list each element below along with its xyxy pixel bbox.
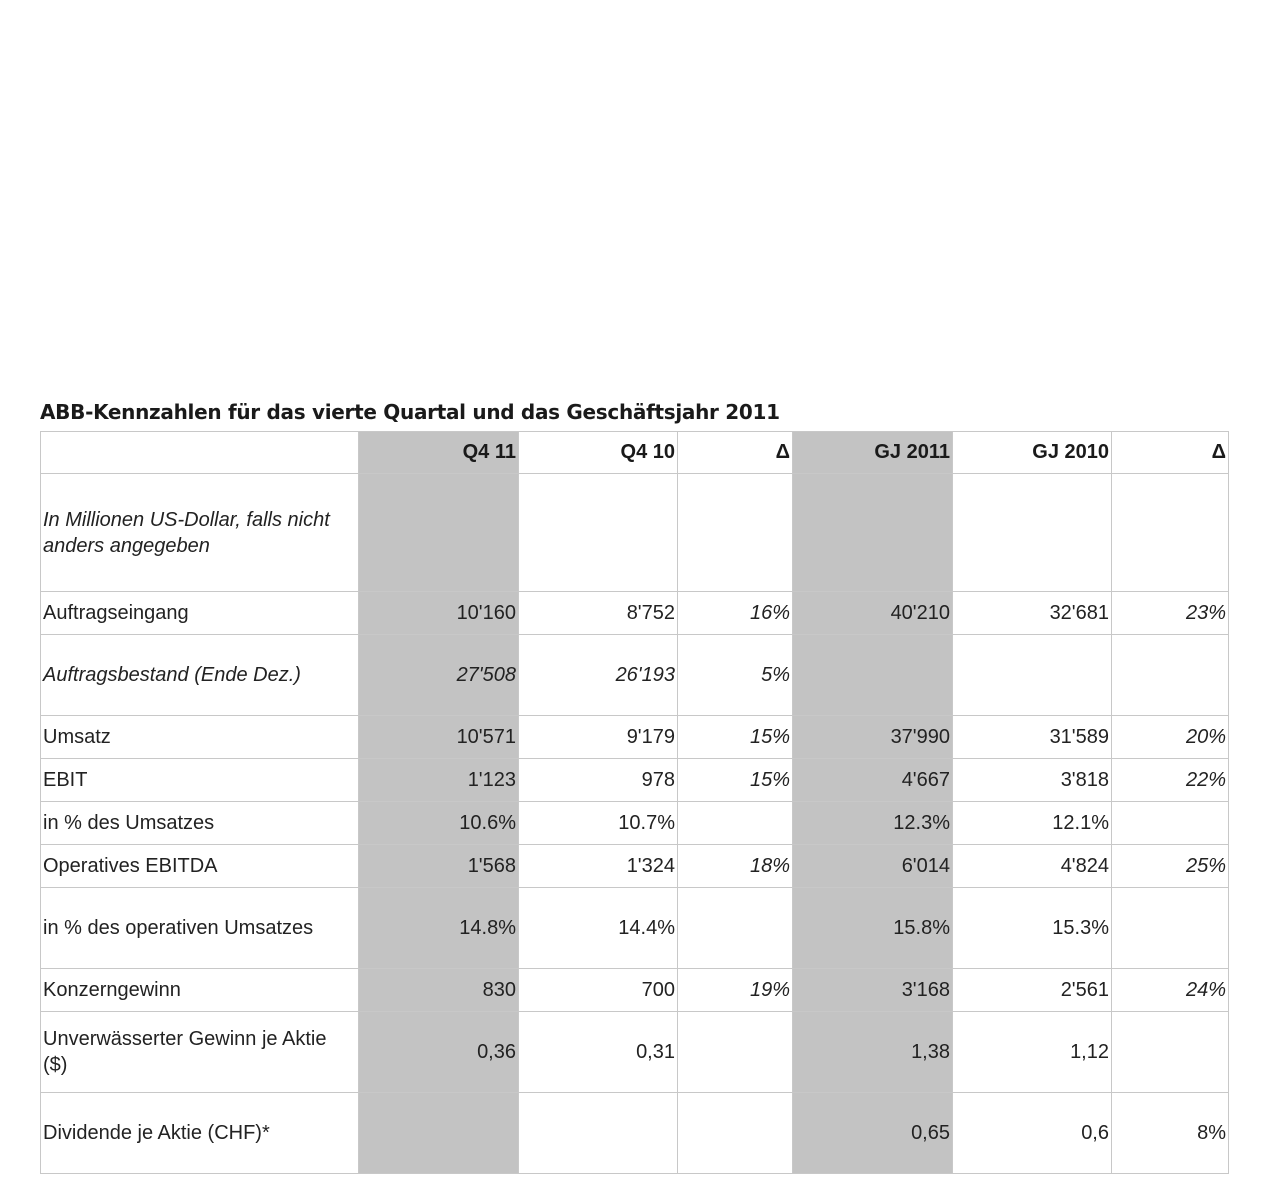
kpi-table xyxy=(40,431,1229,1174)
cell-gj-2011: 6'014 xyxy=(793,845,953,888)
units-note: In Millionen US-Dollar, falls nicht anders angegeben xyxy=(41,474,359,592)
row-label: Auftragsbestand (Ende Dez.) xyxy=(41,635,359,716)
cell-gj-2010 xyxy=(953,635,1112,716)
table-cell xyxy=(519,474,678,592)
header-label-cell xyxy=(41,432,359,474)
header-row xyxy=(41,432,1229,474)
cell-gj-2010: 12.1% xyxy=(953,802,1112,845)
table-title: ABB-Kennzahlen für das vierte Quartal und das Geschäftsjahr 2011 xyxy=(40,400,780,424)
cell-gj-2010: 32'681 xyxy=(953,592,1112,635)
cell-gj-2011: 0,65 xyxy=(793,1093,953,1174)
table-cell xyxy=(953,474,1112,592)
cell-q4-10: 978 xyxy=(519,759,678,802)
cell-q4-11 xyxy=(359,1093,519,1174)
cell-q4-10: 10.7% xyxy=(519,802,678,845)
cell-delta-year: 22% xyxy=(1112,759,1229,802)
cell-gj-2011: 12.3% xyxy=(793,802,953,845)
cell-gj-2011: 3'168 xyxy=(793,969,953,1012)
cell-q4-10: 26'193 xyxy=(519,635,678,716)
table-row-konzerngewinn xyxy=(41,969,1229,1012)
cell-delta-year: 20% xyxy=(1112,716,1229,759)
cell-gj-2011: 40'210 xyxy=(793,592,953,635)
cell-q4-11: 27'508 xyxy=(359,635,519,716)
row-label: Umsatz xyxy=(41,716,359,759)
header-q4-10: Q4 10 xyxy=(519,432,678,474)
cell-delta-year xyxy=(1112,635,1229,716)
cell-q4-11: 1'123 xyxy=(359,759,519,802)
row-label: Operatives EBITDA xyxy=(41,845,359,888)
cell-q4-10: 700 xyxy=(519,969,678,1012)
cell-gj-2011: 15.8% xyxy=(793,888,953,969)
cell-gj-2010: 1,12 xyxy=(953,1012,1112,1093)
table-row-operatives-ebitda xyxy=(41,845,1229,888)
cell-gj-2011: 37'990 xyxy=(793,716,953,759)
cell-delta-quarter: 15% xyxy=(678,716,793,759)
table-row-umsatz xyxy=(41,716,1229,759)
cell-gj-2011: 1,38 xyxy=(793,1012,953,1093)
table-row-ebitda-margin xyxy=(41,888,1229,969)
cell-delta-quarter: 5% xyxy=(678,635,793,716)
cell-q4-11: 1'568 xyxy=(359,845,519,888)
cell-q4-10: 8'752 xyxy=(519,592,678,635)
row-label: Auftragseingang xyxy=(41,592,359,635)
table-row-dividende xyxy=(41,1093,1229,1174)
header-gj-2010: GJ 2010 xyxy=(953,432,1112,474)
cell-delta-quarter: 16% xyxy=(678,592,793,635)
cell-q4-11: 830 xyxy=(359,969,519,1012)
cell-delta-quarter xyxy=(678,1012,793,1093)
cell-delta-quarter: 15% xyxy=(678,759,793,802)
header-delta-year: Δ xyxy=(1112,432,1229,474)
table-cell xyxy=(793,474,953,592)
cell-q4-11: 10'571 xyxy=(359,716,519,759)
cell-q4-11: 14.8% xyxy=(359,888,519,969)
row-label: Dividende je Aktie (CHF)* xyxy=(41,1093,359,1174)
cell-delta-quarter xyxy=(678,802,793,845)
cell-delta-quarter xyxy=(678,1093,793,1174)
table-cell xyxy=(1112,474,1229,592)
header-q4-11: Q4 11 xyxy=(359,432,519,474)
cell-gj-2010: 0,6 xyxy=(953,1093,1112,1174)
header-gj-2011: GJ 2011 xyxy=(793,432,953,474)
cell-delta-year xyxy=(1112,1012,1229,1093)
cell-gj-2010: 4'824 xyxy=(953,845,1112,888)
table-cell xyxy=(359,474,519,592)
cell-delta-year xyxy=(1112,802,1229,845)
cell-q4-10: 9'179 xyxy=(519,716,678,759)
cell-delta-quarter: 19% xyxy=(678,969,793,1012)
cell-q4-10 xyxy=(519,1093,678,1174)
cell-q4-11: 10'160 xyxy=(359,592,519,635)
table-row-auftragsbestand xyxy=(41,635,1229,716)
cell-delta-year: 23% xyxy=(1112,592,1229,635)
table-row-gewinn-je-aktie xyxy=(41,1012,1229,1093)
row-label: in % des Umsatzes xyxy=(41,802,359,845)
units-row xyxy=(41,474,1229,592)
cell-delta-year: 25% xyxy=(1112,845,1229,888)
table-row-auftragseingang xyxy=(41,592,1229,635)
header-delta-quarter: Δ xyxy=(678,432,793,474)
table-row-ebit xyxy=(41,759,1229,802)
row-label: Unverwässerter Gewinn je Aktie ($) xyxy=(41,1012,359,1093)
cell-gj-2010: 3'818 xyxy=(953,759,1112,802)
cell-q4-10: 0,31 xyxy=(519,1012,678,1093)
cell-delta-year: 8% xyxy=(1112,1093,1229,1174)
cell-delta-quarter xyxy=(678,888,793,969)
cell-gj-2010: 31'589 xyxy=(953,716,1112,759)
table-row-ebit-margin xyxy=(41,802,1229,845)
cell-delta-year: 24% xyxy=(1112,969,1229,1012)
cell-q4-11: 0,36 xyxy=(359,1012,519,1093)
cell-gj-2010: 2'561 xyxy=(953,969,1112,1012)
row-label: in % des operativen Umsatzes xyxy=(41,888,359,969)
cell-q4-10: 14.4% xyxy=(519,888,678,969)
cell-q4-11: 10.6% xyxy=(359,802,519,845)
cell-gj-2010: 15.3% xyxy=(953,888,1112,969)
cell-gj-2011: 4'667 xyxy=(793,759,953,802)
cell-gj-2011 xyxy=(793,635,953,716)
table-cell xyxy=(678,474,793,592)
row-label: EBIT xyxy=(41,759,359,802)
cell-delta-year xyxy=(1112,888,1229,969)
row-label: Konzerngewinn xyxy=(41,969,359,1012)
cell-q4-10: 1'324 xyxy=(519,845,678,888)
cell-delta-quarter: 18% xyxy=(678,845,793,888)
